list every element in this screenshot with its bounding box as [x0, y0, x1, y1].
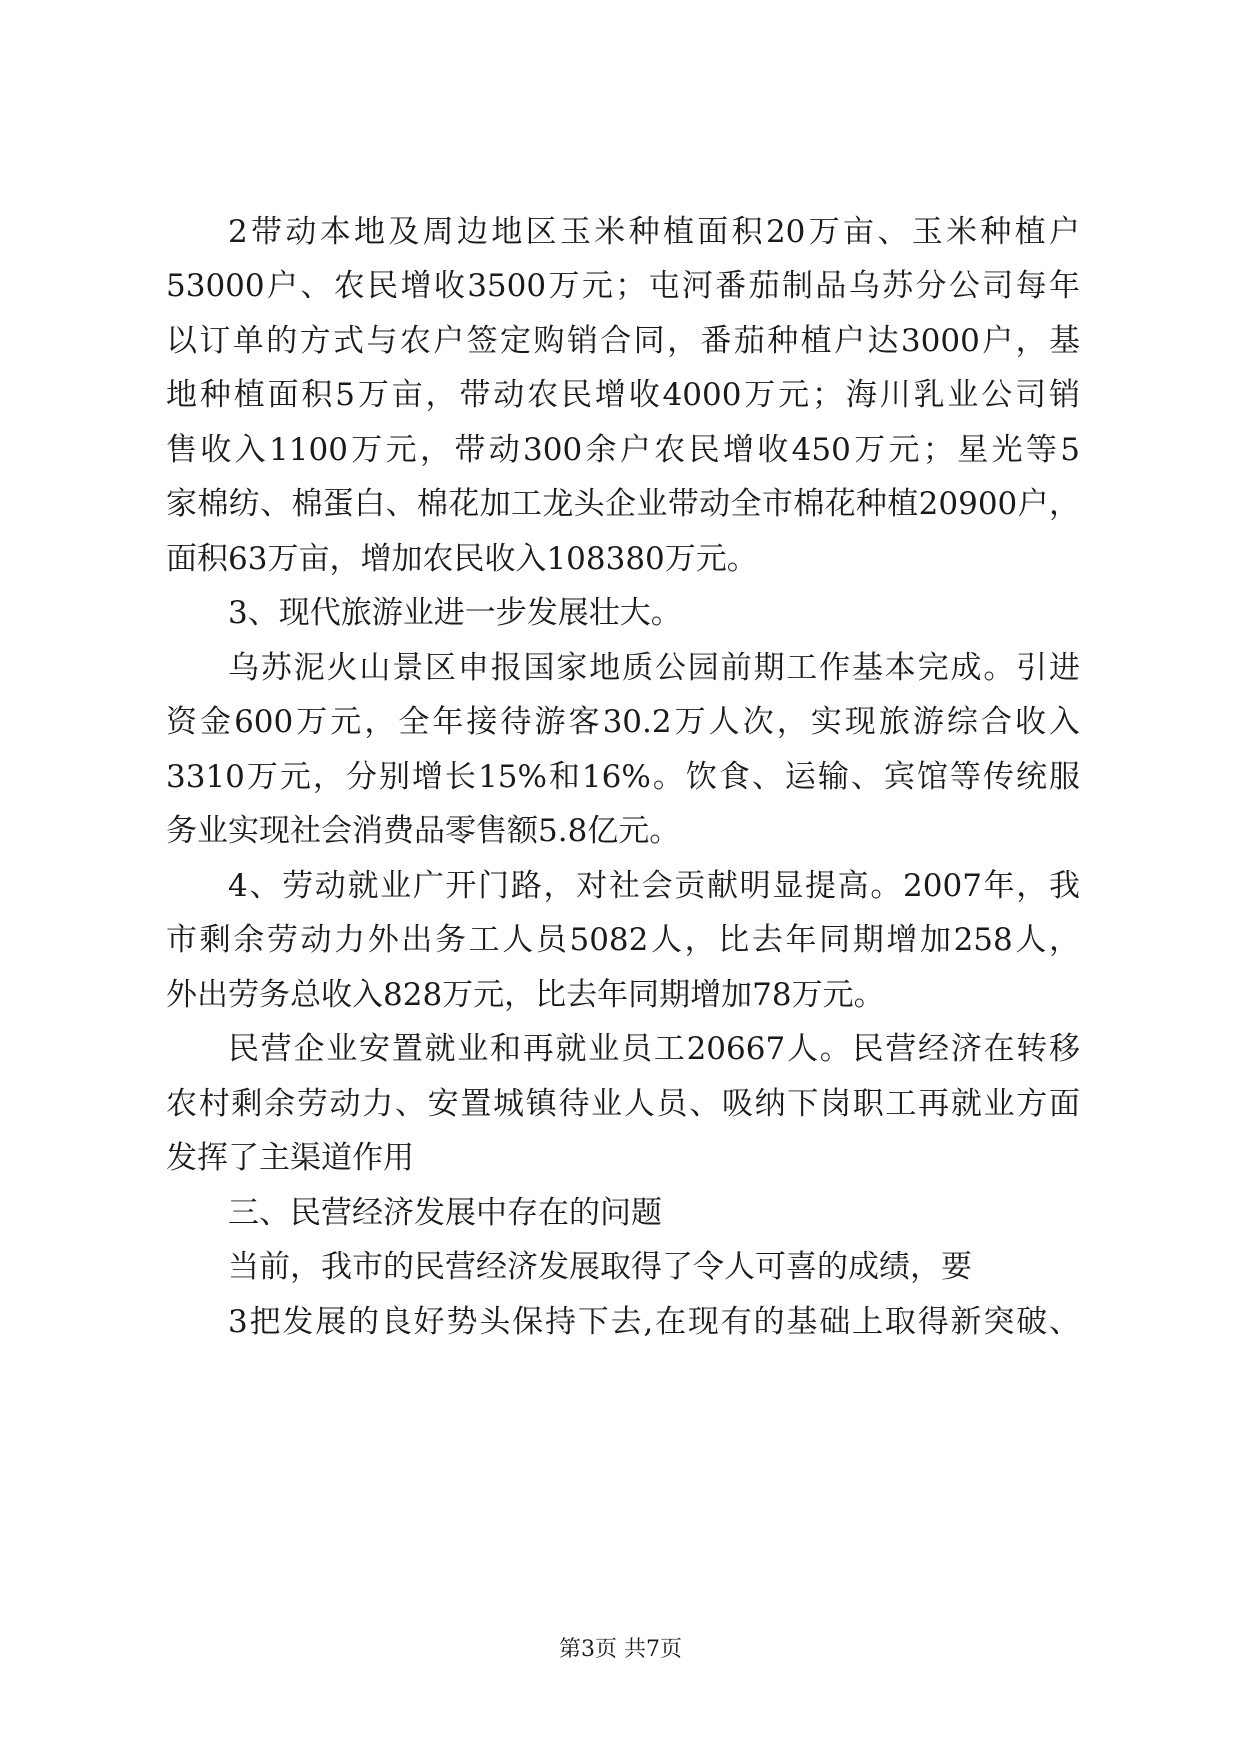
text-line: 2带动本地及周边地区玉米种植面积20万亩、玉米种植户 [228, 214, 1080, 250]
text-line: 农村剩余劳动力、安置城镇待业人员、吸纳下岗职工再就业方面 [166, 1086, 1080, 1122]
text-line: 4、劳动就业广开门路，对社会贡献明显提高。2007年，我 [228, 868, 1080, 904]
text-line: 市剩余劳动力外出务工人员5082人，比去年同期增加258人， [166, 922, 1080, 958]
text-line: 53000户、农民增收3500万元；屯河番茄制品乌苏分公司每年 [166, 268, 1080, 304]
page-footer: 第3页 共7页 [559, 1637, 682, 1662]
text-line: 资金600万元，全年接待游客30.2万人次，实现旅游综合收入 [166, 704, 1080, 740]
text-line: 家棉纺、棉蛋白、棉花加工龙头企业带动全市棉花种植20900户， [166, 486, 1080, 522]
text-line: 以订单的方式与农户签定购销合同，番茄种植户达3000户，基 [166, 323, 1080, 359]
text-line: 售收入1100万元，带动300余户农民增收450万元；星光等5 [166, 432, 1080, 468]
text-line: 3把发展的良好势头保持下去,在现有的基础上取得新突破、 [228, 1304, 1080, 1340]
text-line: 外出劳务总收入828万元，比去年同期增加78万元。 [166, 977, 885, 1013]
text-line: 务业实现社会消费品零售额5.8亿元。 [166, 813, 681, 849]
text-line: 地种植面积5万亩，带动农民增收4000万元；海川乳业公司销 [166, 377, 1080, 413]
text-line: 当前，我市的民营经济发展取得了令人可喜的成绩，要 [228, 1249, 972, 1285]
text-line: 民营企业安置就业和再就业员工20667人。民营经济在转移 [228, 1031, 1080, 1067]
text-line: 3310万元，分别增长15%和16%。饮食、运输、宾馆等传统服 [166, 759, 1080, 795]
text-line: 面积63万亩，增加农民收入108380万元。 [166, 541, 758, 577]
text-line: 发挥了主渠道作用 [166, 1140, 414, 1176]
section-heading: 三、民营经济发展中存在的问题 [228, 1195, 662, 1231]
section-heading: 3、现代旅游业进一步发展壮大。 [228, 595, 682, 631]
text-line: 乌苏泥火山景区申报国家地质公园前期工作基本完成。引进 [228, 650, 1080, 686]
